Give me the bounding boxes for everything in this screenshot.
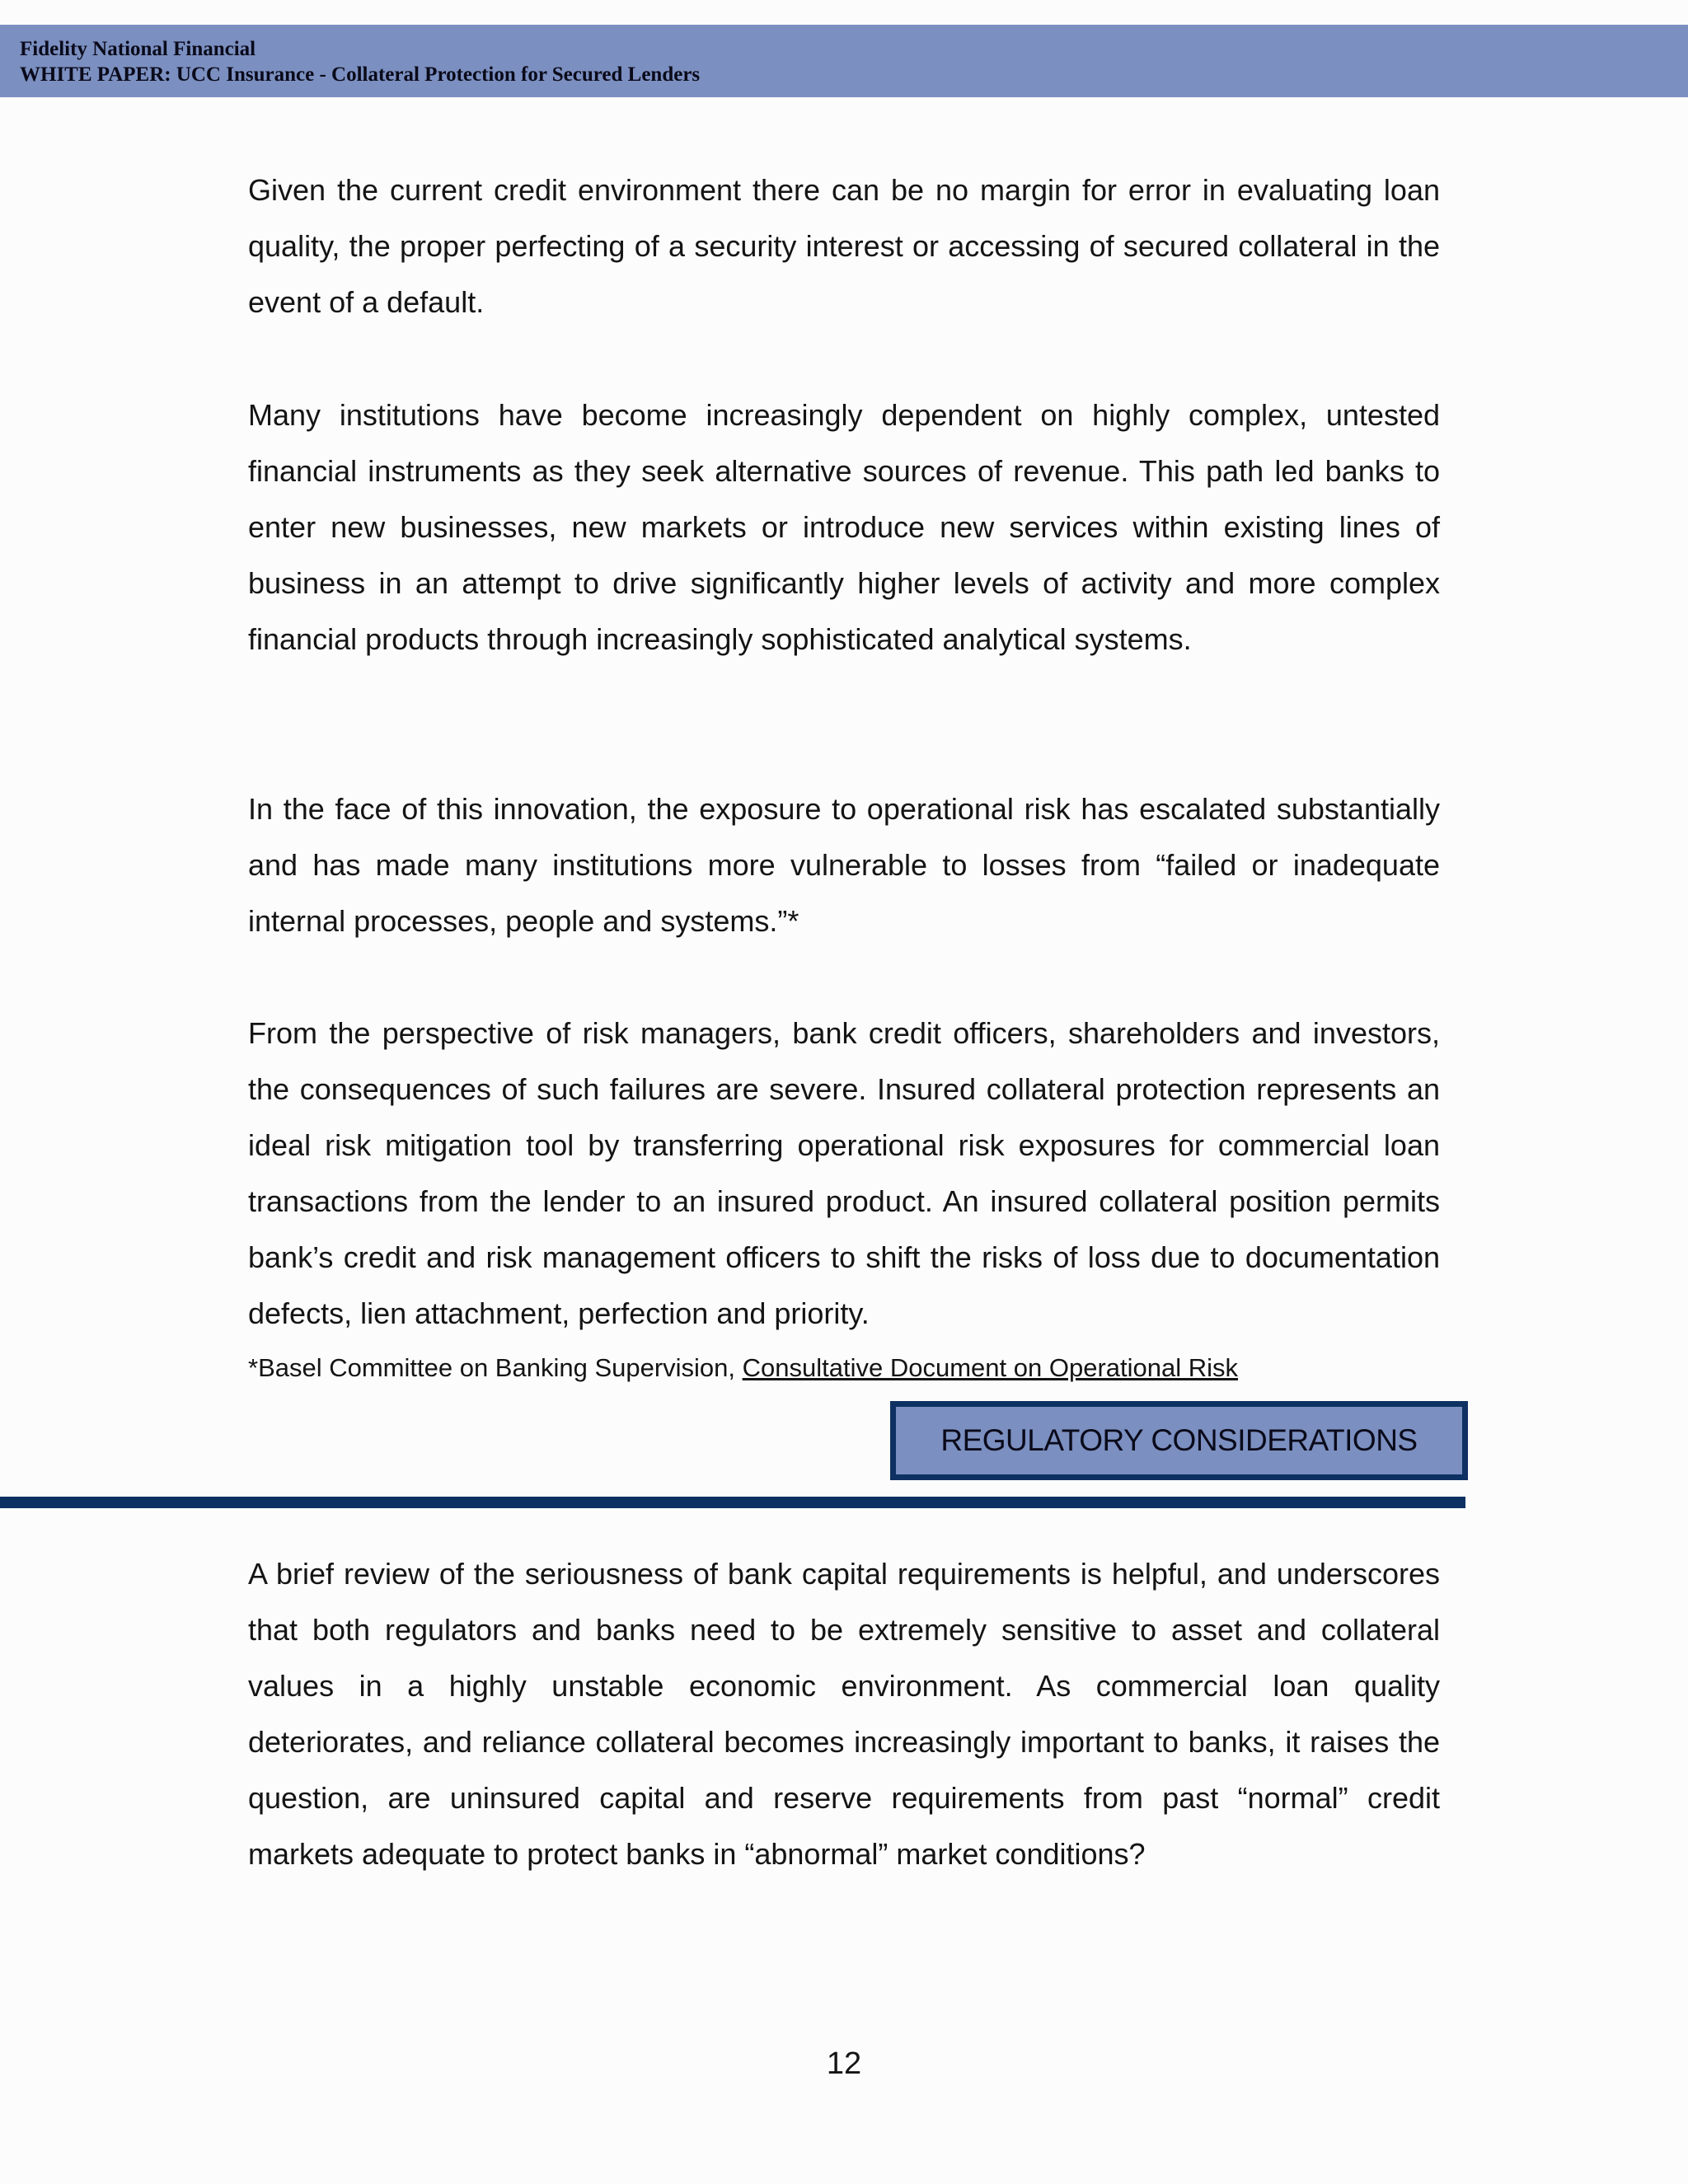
page-number: 12	[826, 2046, 862, 2081]
paragraph-risk-managers	[248, 1005, 1440, 1342]
section-heading: REGULATORY CONSIDERATIONS	[940, 1423, 1418, 1457]
footnote-source: *Basel Committee on Banking Supervision,	[248, 1353, 743, 1382]
paragraph-text: In the face of this innovation, the exposure to operational risk has escalated substantially and has made many institutions more vulnerable to losses from “failed or inadequate internal processes, people and systems.”*	[248, 792, 1440, 938]
paragraph-regulatory	[248, 1546, 1440, 1882]
section-heading-box	[890, 1401, 1468, 1480]
paragraph-complex-instruments	[248, 387, 1440, 668]
footnote	[248, 1350, 1238, 1386]
section-divider	[0, 1497, 1465, 1508]
document-header	[0, 25, 1688, 97]
paragraph-operational-risk	[248, 781, 1440, 949]
header-title: WHITE PAPER: UCC Insurance - Collateral Protection for Secured Lenders	[20, 63, 701, 86]
paragraph-text: Many institutions have become increasingly dependent on highly complex, untested financial instruments as they seek alternative sources of revenue. This path led banks to enter new businesses, new markets or introduce new services within existing lines of business in an attempt to drive significantly higher levels of activity and more complex financial products through increasingly sophisticated analytical systems.	[248, 398, 1440, 656]
footnote-reference: Consultative Document on Operational Risk	[742, 1353, 1239, 1382]
paragraph-text: A brief review of the seriousness of bank capital requirements is helpful, and underscores that both regulators and banks need to be extremely sensitive to asset and collateral values in a highly unstable economic environment. As commercial loan quality deteriorates, and reliance collateral becomes increasingly important to banks, it raises the question, are uninsured capital and reserve requirements from past “normal” credit markets adequate to protect banks in “abnormal” market conditions?	[248, 1557, 1440, 1871]
paragraph-text: Given the current credit environment there can be no margin for error in evaluating loan quality, the proper perfecting of a security interest or accessing of secured collateral in the event of a default.	[248, 173, 1440, 319]
header-company: Fidelity National Financial	[20, 38, 256, 60]
paragraph-text: From the perspective of risk managers, bank credit officers, shareholders and investors, the consequences of such failures are severe. Insured collateral protection represents an ideal risk mitigation tool by transferring operational risk exposures for commercial loan transactions from the lender to an insured product. An insured collateral position permits bank’s credit and risk management officers to shift the risks of loss due to documentation defects, lien attachment, perfection and priority.	[248, 1016, 1440, 1330]
paragraph-credit-environment	[248, 162, 1440, 330]
